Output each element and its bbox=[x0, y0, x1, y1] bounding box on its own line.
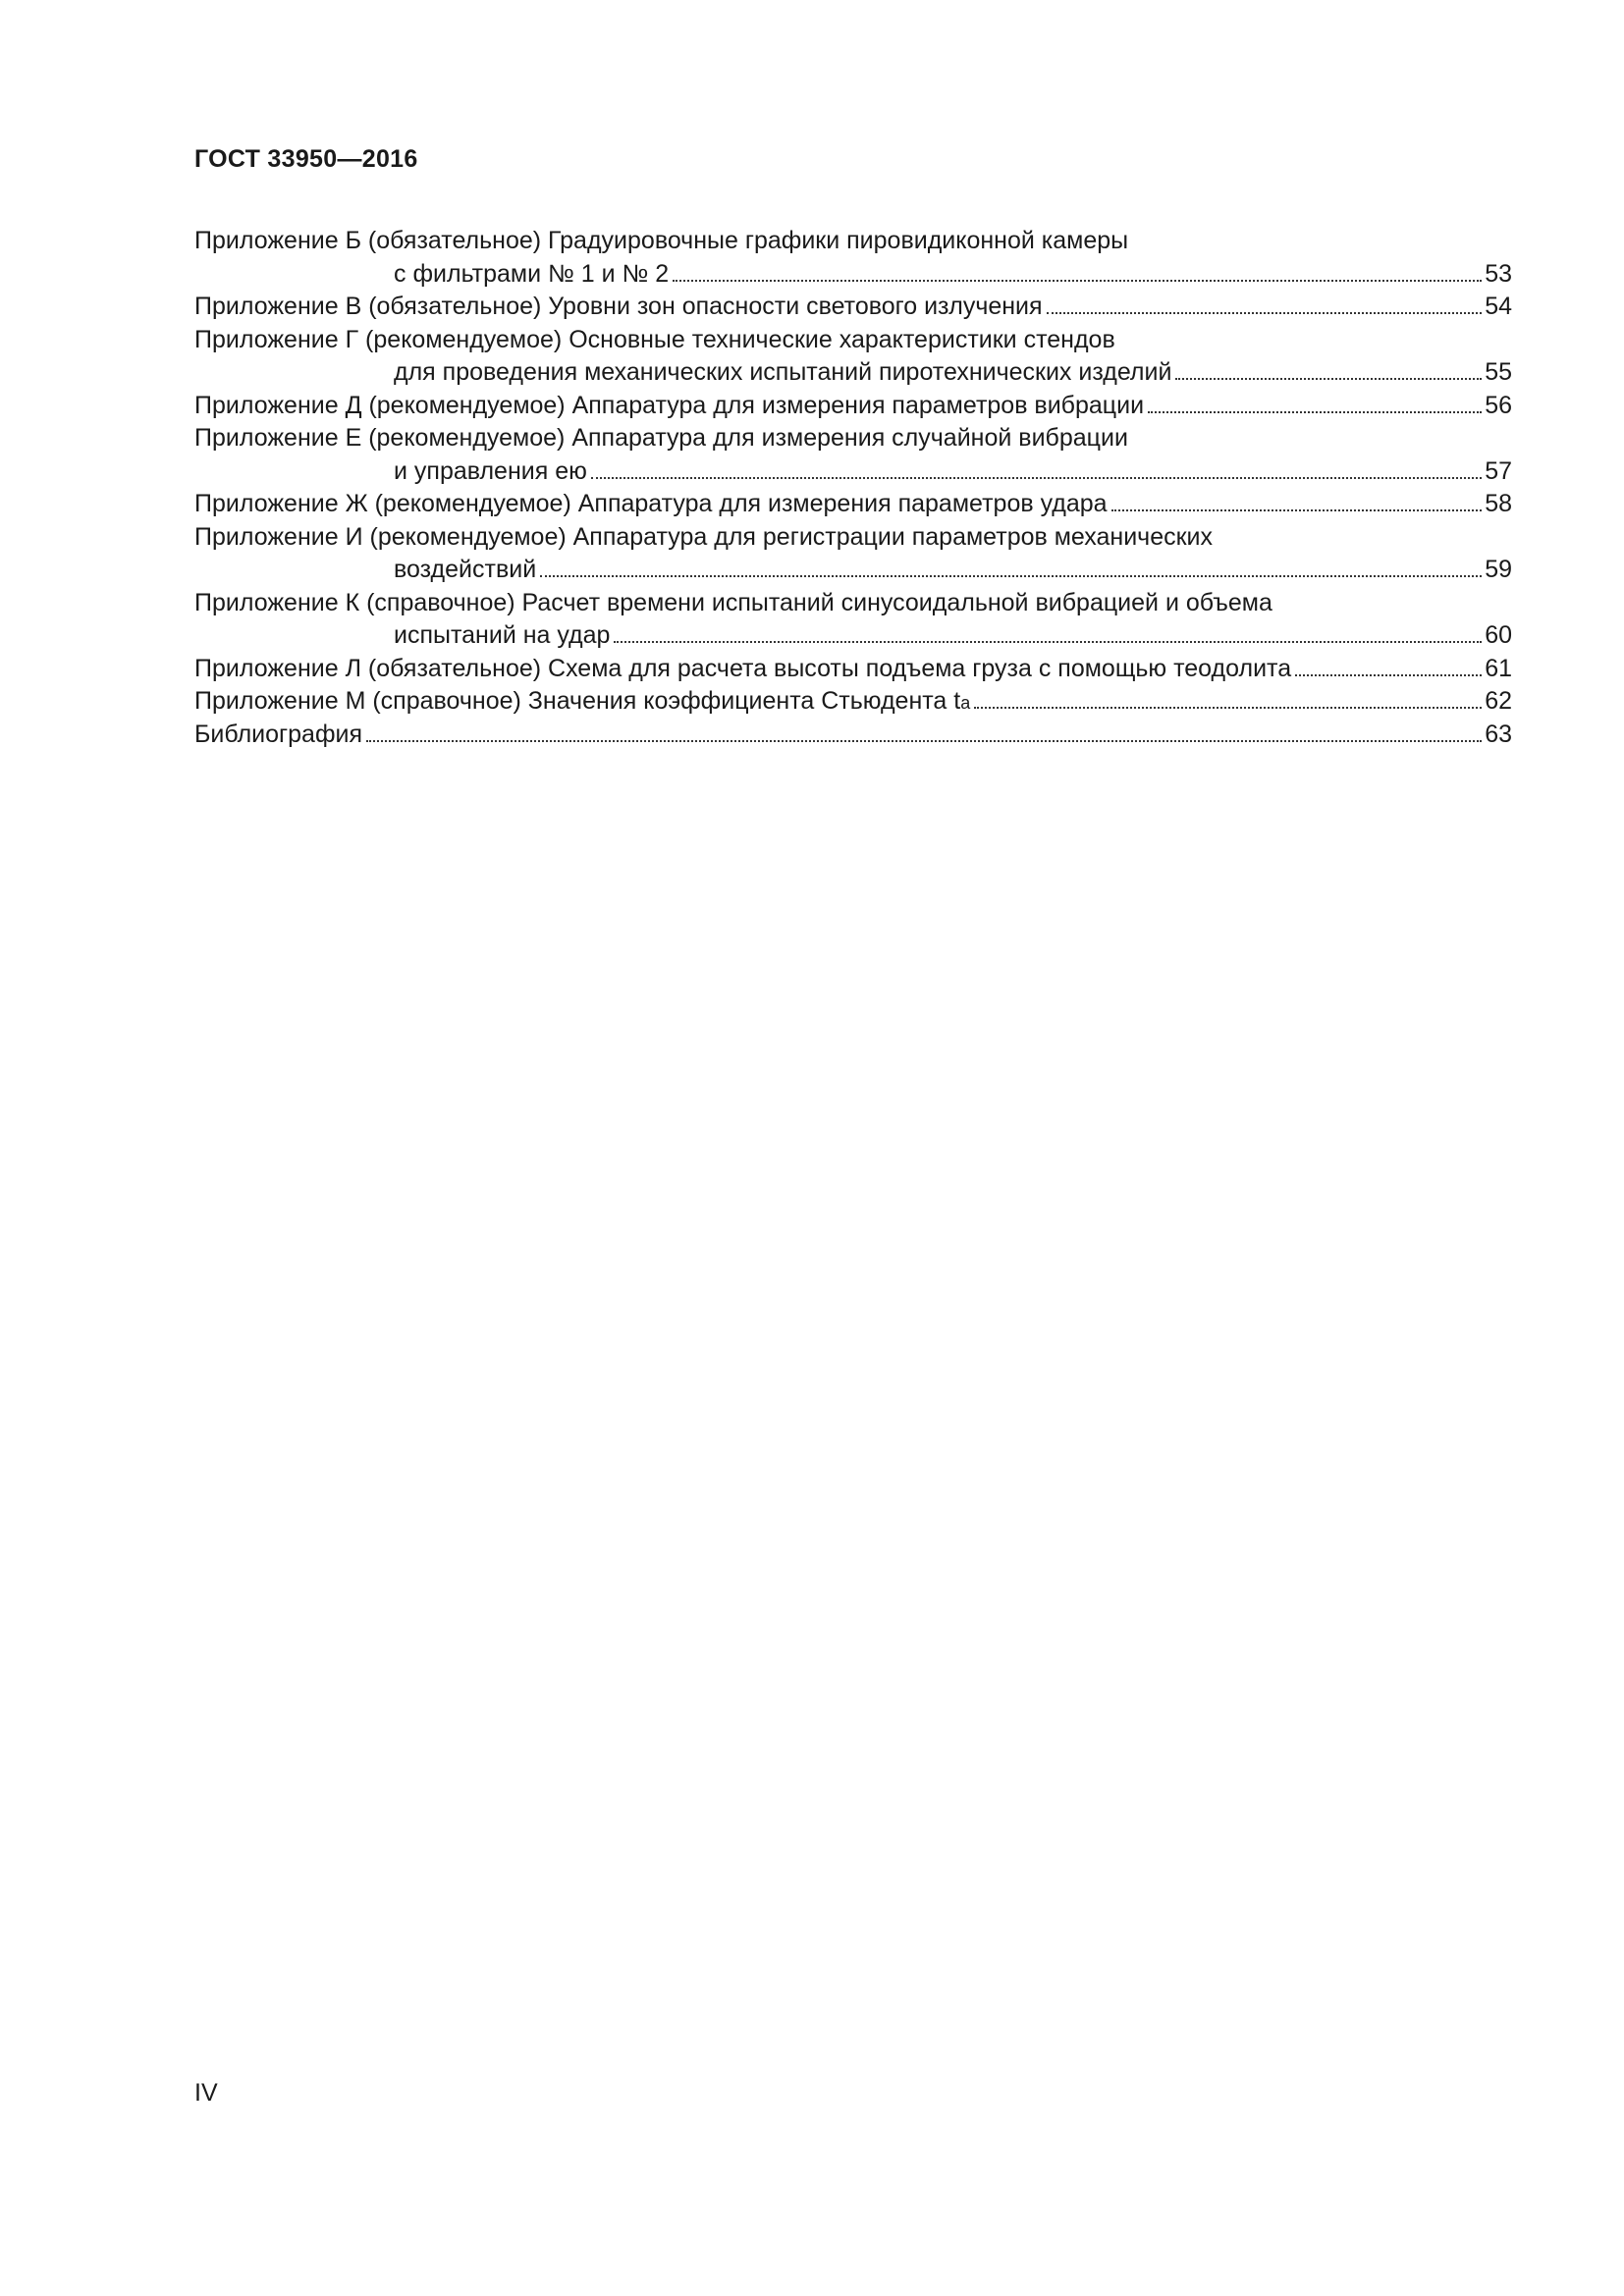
toc-entry-title: Приложение Ж (рекомендуемое) Аппаратура для измерения параметров удара bbox=[194, 490, 1108, 517]
toc-page-number: 61 bbox=[1485, 654, 1512, 682]
dot-leader bbox=[1175, 378, 1482, 380]
dot-leader bbox=[591, 477, 1482, 479]
toc-page-number: 53 bbox=[1485, 259, 1512, 288]
toc-entry-line bbox=[194, 324, 1512, 357]
toc-page-number: 63 bbox=[1485, 720, 1512, 748]
toc-page-number: 60 bbox=[1485, 621, 1512, 649]
toc-entry-title: для проведения механических испытаний пиротехнических изделий bbox=[394, 358, 1172, 386]
toc-entry-line bbox=[194, 225, 1512, 258]
toc-page-number: 57 bbox=[1485, 456, 1512, 485]
page-folio: IV bbox=[194, 2079, 218, 2107]
document-number: ГОСТ 33950—2016 bbox=[194, 145, 418, 173]
toc-entry-title: воздействий bbox=[394, 556, 537, 583]
toc-entry-title: Приложение И (рекомендуемое) Аппаратура для регистрации параметров механических bbox=[194, 522, 1213, 551]
dot-leader bbox=[1148, 411, 1482, 413]
toc-entry-title: и управления ею bbox=[394, 456, 587, 485]
dot-leader bbox=[974, 707, 1482, 709]
toc-page-number: 55 bbox=[1485, 358, 1512, 386]
toc-entry bbox=[194, 455, 1512, 489]
toc-page-number: 59 bbox=[1485, 556, 1512, 583]
toc-page-number: 56 bbox=[1485, 391, 1512, 419]
table-of-contents bbox=[194, 225, 1512, 751]
dot-leader bbox=[1295, 674, 1482, 676]
toc-entry-line bbox=[194, 521, 1512, 555]
dot-leader bbox=[614, 641, 1482, 643]
toc-entry-line bbox=[194, 422, 1512, 455]
toc-page-number: 62 bbox=[1485, 687, 1512, 715]
toc-entry-title: испытаний на удар bbox=[394, 621, 611, 649]
toc-entry bbox=[194, 619, 1512, 653]
toc-entry-title: Приложение В (обязательное) Уровни зон опасности светового излучения bbox=[194, 293, 1043, 320]
toc-entry-title: Приложение Л (обязательное) Схема для расчета высоты подъема груза с помощью теодолита bbox=[194, 654, 1292, 682]
dot-leader bbox=[1111, 509, 1483, 511]
toc-entry-line bbox=[194, 587, 1512, 620]
toc-entry-title: Приложение Г (рекомендуемое) Основные технические характеристики стендов bbox=[194, 325, 1115, 353]
toc-entry bbox=[194, 356, 1512, 390]
toc-entry-title: Приложение К (справочное) Расчет времени испытаний синусоидальной вибрацией и объема bbox=[194, 588, 1272, 616]
toc-entry bbox=[194, 291, 1512, 324]
dot-leader bbox=[1047, 312, 1483, 314]
toc-entry bbox=[194, 488, 1512, 521]
toc-entry bbox=[194, 719, 1512, 752]
toc-entry-title: Приложение Д (рекомендуемое) Аппаратура для измерения параметров вибрации bbox=[194, 391, 1145, 419]
toc-page-number: 58 bbox=[1485, 490, 1512, 517]
toc-entry: Приложение М (справочное) Значения коэффициента Стьюдента t a 62 bbox=[194, 685, 1512, 719]
toc-entry bbox=[194, 390, 1512, 423]
toc-entry-title: Приложение Е (рекомендуемое) Аппаратура для измерения случайной вибрации bbox=[194, 424, 1128, 452]
dot-leader bbox=[673, 280, 1482, 282]
toc-page-number: 54 bbox=[1485, 293, 1512, 320]
dot-leader bbox=[540, 575, 1482, 577]
toc-entry-title: Библиография bbox=[194, 720, 363, 748]
toc-entry-title: Приложение Б (обязательное) Градуировочные графики пировидиконной камеры bbox=[194, 227, 1129, 254]
toc-entry bbox=[194, 653, 1512, 686]
toc-entry-title: Приложение М (справочное) Значения коэффициента Стьюдента t bbox=[194, 687, 961, 715]
toc-entry bbox=[194, 258, 1512, 292]
toc-entry-title: с фильтрами № 1 и № 2 bbox=[394, 259, 670, 288]
dot-leader bbox=[366, 740, 1482, 742]
toc-entry bbox=[194, 554, 1512, 587]
